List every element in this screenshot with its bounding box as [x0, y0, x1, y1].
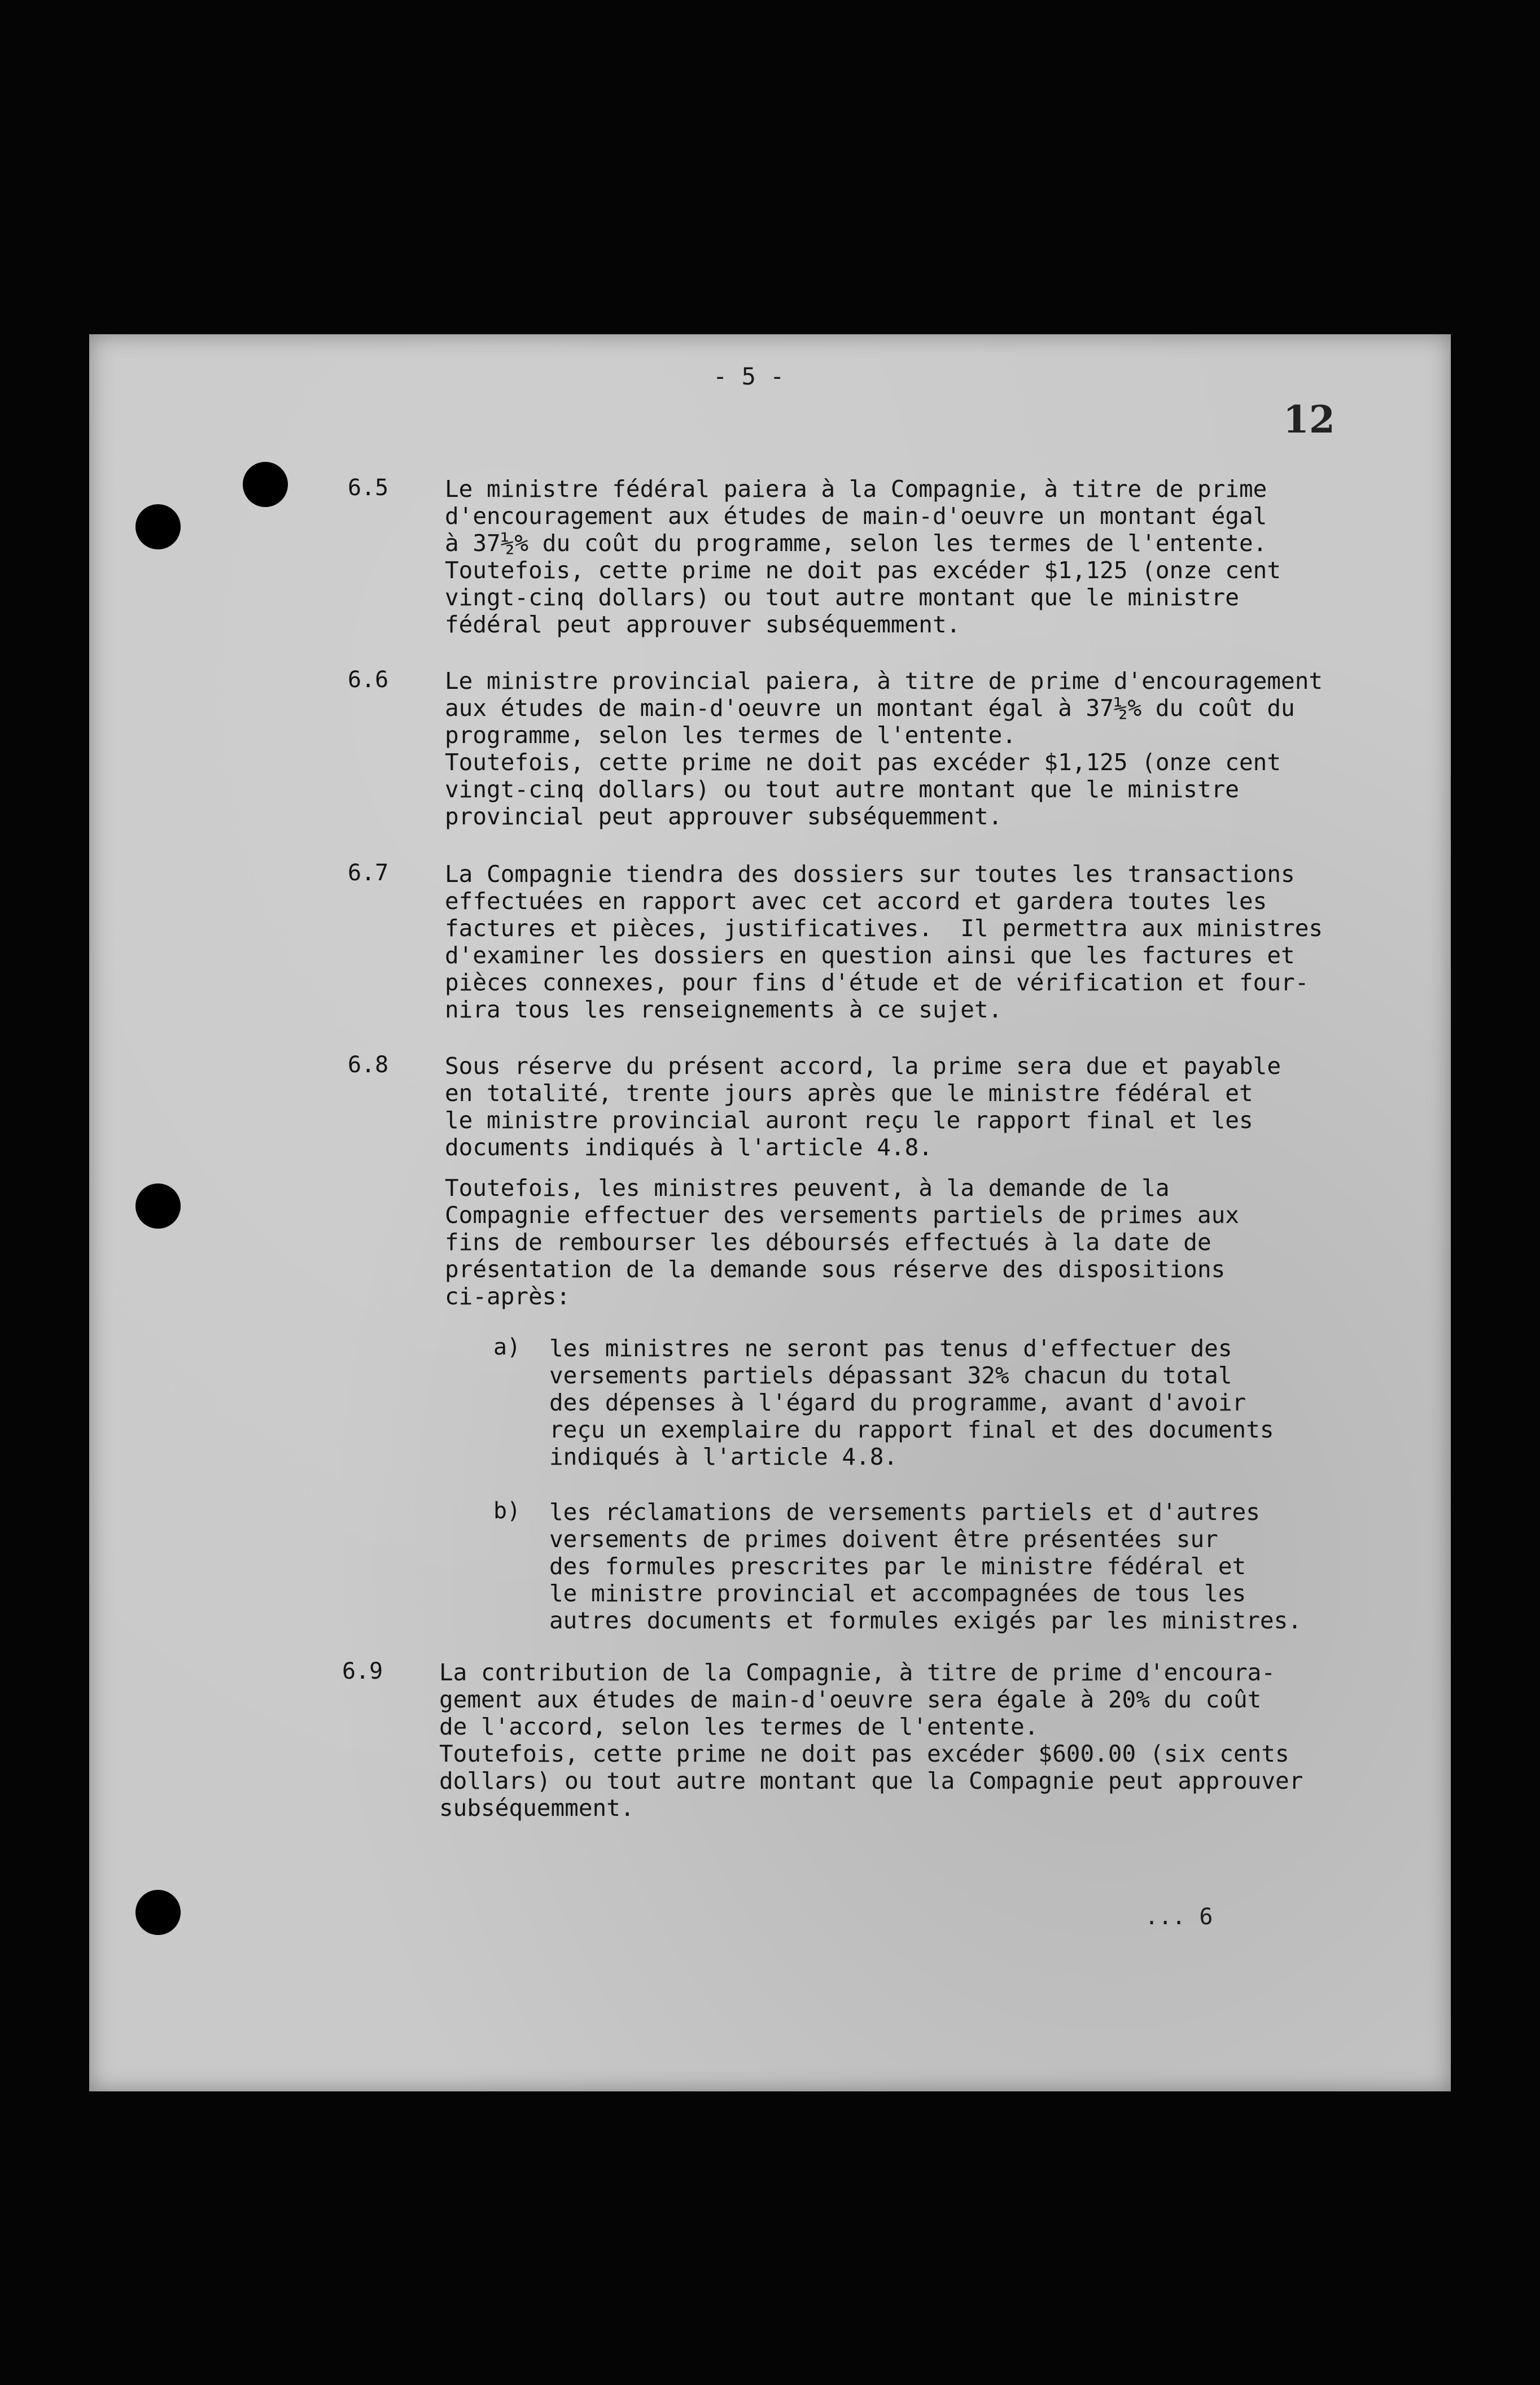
section-line: vingt-cinq dollars) ou tout autre montant que le ministre [445, 776, 1239, 803]
section-number: 6.5 [348, 475, 389, 501]
section-line: Toutefois, les ministres peuvent, à la demande de la [445, 1174, 1170, 1202]
item-label: a) [493, 1334, 521, 1360]
section-line: Sous réserve du présent accord, la prime sera due et payable [445, 1052, 1281, 1080]
item-line: indiqués à l'article 4.8. [549, 1443, 898, 1470]
section-line: programme, selon les termes de l'entente. [445, 722, 1017, 749]
section-number: 6.7 [348, 860, 389, 886]
punch-hole-3 [135, 1183, 181, 1229]
punch-hole-2 [135, 504, 181, 549]
section-line: effectuées en rapport avec cet accord et gardera toutes les [445, 888, 1267, 915]
section-line: La Compagnie tiendra des dossiers sur toutes les transactions [445, 860, 1295, 888]
continuation-marker: ... 6 [1145, 1904, 1213, 1930]
section-line: fédéral peut approuver subséquemment. [445, 611, 961, 638]
section-line: en totalité, trente jours après que le ministre fédéral et [445, 1080, 1253, 1107]
item-line: les réclamations de versements partiels et d'autres [549, 1499, 1260, 1526]
section-line: Toutefois, cette prime ne doit pas excéder $1,125 (onze cent [445, 749, 1281, 776]
stamp-number: 12 [1283, 397, 1335, 442]
section-line: d'examiner les dossiers en question ainsi que les factures et [445, 942, 1295, 969]
section-line: factures et pièces, justificatives. Il permettra aux ministres [445, 915, 1323, 942]
item-line: versements partiels dépassant 32% chacun du total [549, 1362, 1232, 1389]
section-line: Compagnie effectuer des versements partiels de primes aux [445, 1202, 1239, 1229]
section-line: d'encouragement aux études de main-d'oeuvre un montant égal [445, 503, 1267, 530]
section-line: aux études de main-d'oeuvre un montant égal à 37½% du coût du [445, 694, 1295, 722]
section-line: dollars) ou tout autre montant que la Compagnie peut approuver [439, 1767, 1303, 1794]
section-line: Toutefois, cette prime ne doit pas excéder $600.00 (six cents [439, 1740, 1289, 1767]
item-line: le ministre provincial et accompagnées de tous les [549, 1580, 1246, 1607]
section-line: provincial peut approuver subséquemment. [445, 803, 1003, 830]
section-line: de l'accord, selon les termes de l'entente. [439, 1713, 1039, 1740]
item-line: des dépenses à l'égard du programme, avant d'avoir [549, 1389, 1246, 1416]
section-line: pièces connexes, pour fins d'étude et de vérification et four- [445, 969, 1309, 996]
section-line: Le ministre fédéral paiera à la Compagnie, à titre de prime [445, 475, 1267, 503]
section-line: vingt-cinq dollars) ou tout autre montant que le ministre [445, 584, 1239, 611]
section-line: ci-après: [445, 1283, 571, 1310]
document-page [89, 334, 1451, 2091]
punch-hole-1 [243, 462, 288, 507]
section-line: fins de rembourser les déboursés effectués à la date de [445, 1229, 1211, 1256]
item-line: reçu un exemplaire du rapport final et des documents [549, 1416, 1274, 1443]
section-number: 6.6 [348, 667, 389, 693]
section-line: gement aux études de main-d'oeuvre sera égale à 20% du coût [439, 1686, 1262, 1713]
punch-hole-4 [135, 1890, 181, 1935]
section-line: Toutefois, cette prime ne doit pas excéder $1,125 (onze cent [445, 557, 1281, 584]
section-line: documents indiqués à l'article 4.8. [445, 1134, 933, 1161]
section-line: La contribution de la Compagnie, à titre de prime d'encoura- [439, 1659, 1276, 1686]
item-label: b) [493, 1498, 521, 1524]
item-line: autres documents et formules exigés par les ministres. [549, 1607, 1302, 1634]
section-line: nira tous les renseignements à ce sujet. [445, 996, 1003, 1023]
section-line: le ministre provincial auront reçu le rapport final et les [445, 1107, 1253, 1134]
section-number: 6.9 [342, 1658, 383, 1684]
section-number: 6.8 [348, 1052, 389, 1078]
section-line: présentation de la demande sous réserve des dispositions [445, 1256, 1226, 1283]
item-line: des formules prescrites par le ministre fédéral et [549, 1553, 1246, 1580]
item-line: versements de primes doivent être présentées sur [549, 1526, 1218, 1553]
section-line: à 37½% du coût du programme, selon les termes de l'entente. [445, 530, 1267, 557]
page-number: - 5 - [713, 362, 785, 390]
section-line: subséquemment. [439, 1794, 635, 1821]
section-line: Le ministre provincial paiera, à titre de prime d'encouragement [445, 667, 1323, 694]
item-line: les ministres ne seront pas tenus d'effectuer des [549, 1335, 1232, 1362]
